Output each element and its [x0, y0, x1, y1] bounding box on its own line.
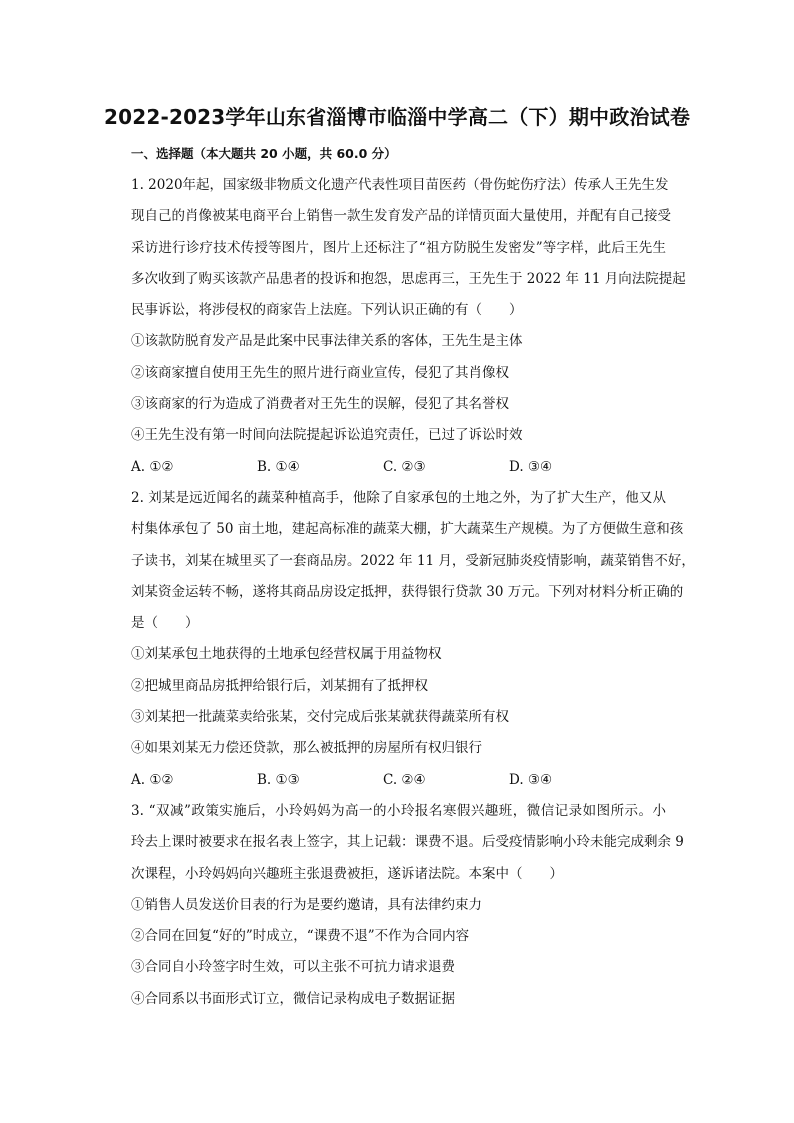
question-1-stem-line: 采访进行诊疗技术传授等图片，图片上还标注了“祖方防脱生发密发”等字样，此后王先生	[131, 239, 666, 256]
question-2-choices	[131, 770, 666, 801]
question-1-option: ③该商家的行为造成了消费者对王先生的误解，侵犯了其名誉权	[131, 396, 509, 413]
question-2-option: ③刘某把一批蔬菜卖给张某，交付完成后张某就获得蔬菜所有权	[131, 709, 509, 726]
choice-c: C. ②③	[383, 458, 426, 475]
question-3-stem-line: 玲去上课时被要求在报名表上签字，其上记载：课费不退。后受疫情影响小玲未能完成剩余 9	[131, 834, 684, 851]
question-3-option: ①销售人员发送价目表的行为是要约邀请，具有法律约束力	[131, 896, 482, 913]
question-3-stem-line: 3. “双减”政策实施后，小玲妈妈为高一的小玲报名寒假兴趣班，微信记录如图所示。小	[131, 802, 666, 819]
question-2-stem-line: 刘某资金运转不畅，遂将其商品房设定抵押，获得银行贷款 30 万元。下列对材料分析正确的	[131, 583, 684, 600]
question-2-option: ②把城里商品房抵押给银行后，刘某拥有了抵押权	[131, 677, 428, 694]
question-2-stem-line: 是（ ）	[131, 615, 199, 632]
question-3-option: ③合同自小玲签字时生效，可以主张不可抗力请求退费	[131, 959, 455, 976]
question-3-stem-line: 次课程，小玲妈妈向兴趣班主张退费被拒，遂诉诸法院。本案中（ ）	[131, 865, 563, 882]
question-2-option: ④如果刘某无力偿还贷款，那么被抵押的房屋所有权归银行	[131, 740, 482, 757]
question-2-stem-line: 村集体承包了 50 亩土地，建起高标准的蔬菜大棚，扩大蔬菜生产规模。为了方便做生意和孩	[131, 521, 684, 538]
exam-title: 2022-2023学年山东省淄博市临淄中学高二（下）期中政治试卷	[103, 105, 691, 129]
choice-b: B. ①③	[257, 771, 300, 788]
question-1-stem-line: 民事诉讼，将涉侵权的商家告上法庭。下列认识正确的有（ ）	[131, 302, 523, 319]
question-2-stem-line: 子读书，刘某在城里买了一套商品房。2022 年 11 月，受新冠肺炎疫情影响，蔬菜销售不好，	[131, 552, 695, 569]
question-list	[131, 175, 695, 1020]
question-1-option: ②该商家擅自使用王先生的照片进行商业宣传，侵犯了其肖像权	[131, 364, 509, 381]
question-2-stem-line: 2. 刘某是远近闻名的蔬菜种植高手，他除了自家承包的土地之外，为了扩大生产，他又从	[131, 489, 666, 506]
question-1-stem-line: 现自己的肖像被某电商平台上销售一款生发育发产品的详情页面大量使用，并配有自己接受	[131, 208, 671, 225]
question-1-stem-line: 1. 2020年起，国家级非物质文化遗产代表性项目苗医药（骨伤蛇伤疗法）传承人王先生发	[131, 177, 669, 193]
choice-c: C. ②④	[383, 771, 426, 788]
choice-d: D. ③④	[509, 771, 553, 788]
question-1-stem-line: 多次收到了购买该款产品患者的投诉和抱怨，思虑再三，王先生于 2022 年 11 月向法院提起	[131, 270, 686, 287]
question-1-option: ①该款防脱育发产品是此案中民事法律关系的客体，王先生是主体	[131, 333, 523, 350]
question-3-option: ④合同系以书面形式订立，微信记录构成电子数据证据	[131, 990, 455, 1007]
question-1-option: ④王先生没有第一时间向法院提起诉讼追究责任，已过了诉讼时效	[131, 427, 523, 444]
question-1-choices	[131, 457, 666, 488]
choice-a: A. ①②	[131, 458, 174, 475]
choice-a: A. ①②	[131, 771, 174, 788]
choice-b: B. ①④	[257, 458, 300, 475]
question-2-option: ①刘某承包土地获得的土地承包经营权属于用益物权	[131, 646, 442, 663]
question-3-option: ②合同在回复“好的”时成立，“课费不退”不作为合同内容	[131, 928, 470, 945]
section-heading: 一、选择题（本大题共 20 小题，共 60.0 分）	[131, 146, 397, 161]
choice-d: D. ③④	[509, 458, 553, 475]
